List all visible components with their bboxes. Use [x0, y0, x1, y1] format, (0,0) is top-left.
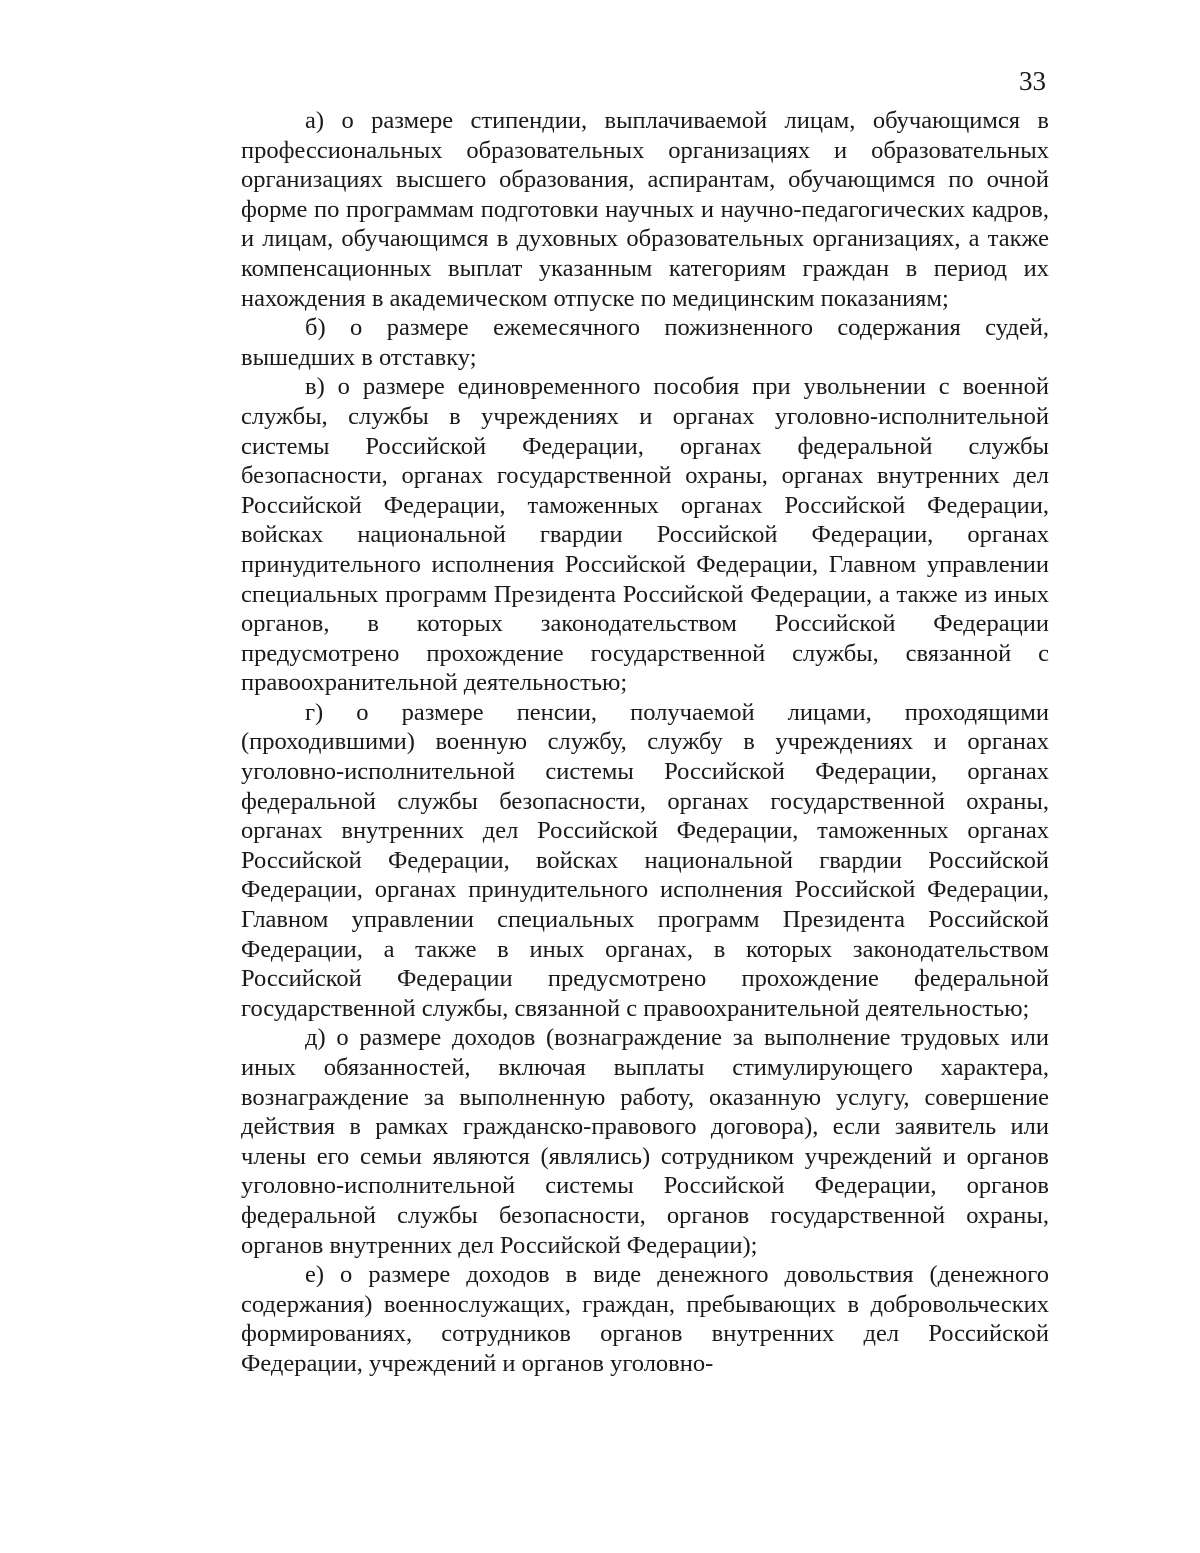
paragraph-b: б) о размере ежемесячного пожизненного содержания судей, вышедших в отставку;	[241, 314, 1049, 371]
paragraph-v: в) о размере единовременного пособия при увольнении с военной службы, службы в учреждениях и органах уголовно-исполнительной системы Российской Федерации, органах федеральной службы безопасности, органах государственной охраны, органах внутренних дел Российской Федерации, таможенных органах Российской Федерации, войсках национальной гвардии Российской Федерации, органах принудительного исполнения Российской Федерации, Главном управлении специальных программ Президента Российской Федерации, а также из иных органов, в которых законодательством Российской Федерации предусмотрено прохождение государственной службы, связанной с правоохранительной деятельностью;	[241, 373, 1049, 697]
paragraph-g: г) о размере пенсии, получаемой лицами, проходящими (проходившими) военную службу, службу в учреждениях и органах уголовно-исполнительной системы Российской Федерации, органах федеральной службы безопасности, органах государственной охраны, органах внутренних дел Российской Федерации, таможенных органах Российской Федерации, войсках национальной гвардии Российской Федерации, органах принудительного исполнения Российской Федерации, Главном управлении специальных программ Президента Российской Федерации, а также в иных органах, в которых законодательством Российской Федерации предусмотрено прохождение федеральной государственной службы, связанной с правоохранительной деятельностью;	[241, 698, 1049, 1022]
document-body	[241, 106, 1049, 1379]
paragraph-a: а) о размере стипендии, выплачиваемой лицам, обучающимся в профессиональных образовательных организациях и образовательных организациях высшего образования, аспирантам, обучающимся по очной форме по программам подготовки научных и научно-педагогических кадров, и лицам, обучающимся в духовных образовательных организациях, а также компенсационных выплат указанным категориям граждан в период их нахождения в академическом отпуске по медицинским показаниям;	[241, 107, 1049, 312]
paragraph-e: е) о размере доходов в виде денежного довольствия (денежного содержания) военнослужащих, граждан, пребывающих в добровольческих формированиях, сотрудников органов внутренних дел Российской Федерации, учреждений и органов уголовно-	[241, 1261, 1049, 1377]
page-number: 33	[1019, 66, 1046, 96]
paragraph-d: д) о размере доходов (вознаграждение за выполнение трудовых или иных обязанностей, включая выплаты стимулирующего характера, вознаграждение за выполненную работу, оказанную услугу, совершение действия в рамках гражданско-правового договора), если заявитель или члены его семьи являются (являлись) сотрудником учреждений и органов уголовно-исполнительной системы Российской Федерации, органов федеральной службы безопасности, органов государственной охраны, органов внутренних дел Российской Федерации);	[241, 1024, 1049, 1259]
